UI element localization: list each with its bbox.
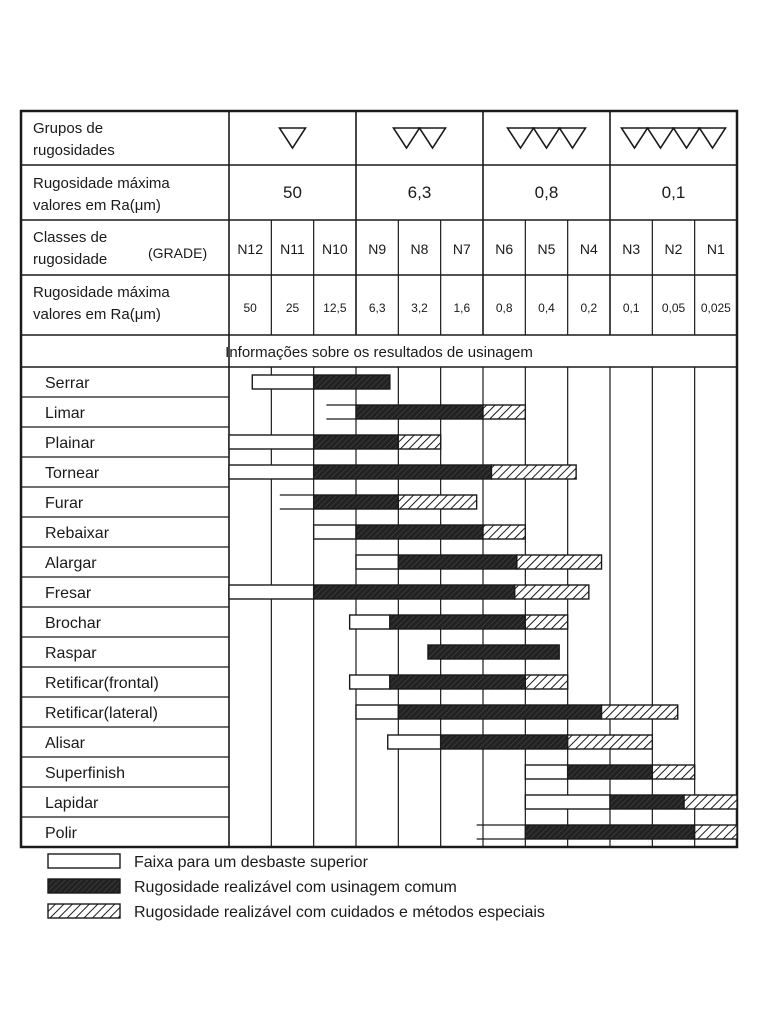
max-ra-label: Rugosidade máxima (33, 175, 170, 192)
bar-special (483, 405, 525, 419)
class-value: 1,6 (453, 301, 471, 315)
process-label: Superfinish (45, 765, 126, 782)
legend-swatch-special (48, 904, 120, 918)
bar-special (398, 495, 476, 509)
classes-label: Classes de (33, 229, 108, 246)
bar-special (602, 705, 678, 719)
max-ra-label: valores em Ra(μm) (33, 306, 161, 323)
bar-common (441, 735, 568, 749)
class-value: 0,1 (622, 301, 640, 315)
bar-common (398, 555, 517, 569)
classes-label: rugosidade (33, 251, 108, 268)
max-ra-label: Rugosidade máxima (33, 284, 170, 301)
process-label: Plainar (45, 435, 95, 452)
roughness-triangle-icon (648, 128, 674, 148)
class-label: N7 (452, 241, 471, 257)
bar-special (568, 735, 653, 749)
process-label: Raspar (45, 645, 97, 662)
roughness-triangle-icon (700, 128, 726, 148)
legend-text: Rugosidade realizável com usinagem comum (134, 879, 457, 896)
bar-common (390, 675, 525, 689)
group-max-ra: 50 (283, 183, 302, 202)
process-label: Alargar (45, 555, 97, 572)
process-label: Furar (45, 495, 84, 512)
group-max-ra: 0,1 (661, 183, 686, 202)
bar-special (483, 525, 525, 539)
roughness-triangle-icon (622, 128, 648, 148)
roughness-triangle-icon (508, 128, 534, 148)
bar-special (695, 825, 737, 839)
bar-special (517, 555, 602, 569)
bar-common (525, 825, 694, 839)
class-value: 12,5 (323, 301, 347, 315)
class-value: 0,05 (661, 301, 686, 315)
class-value: 0,8 (495, 301, 513, 315)
max-ra-label: valores em Ra(μm) (33, 197, 161, 214)
class-label: N11 (280, 241, 305, 257)
bar-special (515, 585, 589, 599)
bar-rough (356, 555, 398, 569)
bar-common (428, 645, 559, 659)
bar-common (314, 495, 399, 509)
class-label: N6 (495, 241, 514, 257)
bar-special (652, 765, 694, 779)
class-value: 6,3 (368, 301, 386, 315)
process-label: Fresar (45, 585, 92, 602)
bar-common (356, 525, 483, 539)
bar-rough (388, 735, 441, 749)
bar-special (398, 435, 440, 449)
class-value: 0,4 (538, 301, 555, 315)
roughness-triangle-icon (394, 128, 420, 148)
bar-common (314, 585, 515, 599)
class-label: N1 (706, 241, 725, 257)
bar-common (610, 795, 684, 809)
bar-common (568, 765, 653, 779)
bar-common (398, 705, 601, 719)
class-value: 50 (243, 301, 257, 315)
bar-special (684, 795, 737, 809)
class-label: N12 (237, 241, 264, 257)
bar-common (390, 615, 525, 629)
class-label: N10 (321, 241, 348, 257)
group-label: rugosidades (33, 142, 115, 159)
class-value: 3,2 (411, 301, 428, 315)
bar-rough (350, 675, 390, 689)
bar-rough (314, 525, 356, 539)
bar-rough (525, 765, 567, 779)
roughness-triangle-icon (674, 128, 700, 148)
group-max-ra: 6,3 (407, 183, 432, 202)
class-label: N5 (537, 241, 556, 257)
table-text (33, 120, 731, 842)
bar-rough (356, 705, 398, 719)
legend-text: Faixa para um desbaste superior (134, 854, 368, 871)
bar-rough (229, 435, 314, 449)
legend-swatch-rough (48, 854, 120, 868)
bar-special (525, 615, 567, 629)
process-label: Retificar(lateral) (45, 705, 158, 722)
class-label: N8 (410, 241, 429, 257)
legend (48, 854, 545, 921)
process-label: Polir (45, 825, 78, 842)
process-label: Brochar (45, 615, 102, 632)
class-value: 25 (285, 301, 300, 315)
section-title: Informações sobre os resultados de usinagem (225, 344, 533, 361)
bar-common (314, 375, 390, 389)
process-label: Retificar(frontal) (45, 675, 159, 692)
roughness-triangle-icon (280, 128, 306, 148)
process-label: Limar (45, 405, 86, 422)
roughness-triangle-icon (560, 128, 586, 148)
bar-rough (252, 375, 313, 389)
grade-label: (GRADE) (148, 245, 208, 261)
group-max-ra: 0,8 (534, 183, 559, 202)
bar-common (314, 465, 492, 479)
bar-rough (525, 795, 610, 809)
process-label: Alisar (45, 735, 86, 752)
class-label: N3 (622, 241, 641, 257)
class-label: N4 (579, 241, 598, 257)
class-label: N2 (664, 241, 683, 257)
class-value: 0,2 (580, 301, 598, 315)
process-label: Serrar (45, 375, 90, 392)
process-label: Lapidar (45, 795, 99, 812)
group-label: Grupos de (33, 120, 104, 137)
process-label: Rebaixar (45, 525, 110, 542)
bar-rough (229, 465, 314, 479)
bar-special (525, 675, 567, 689)
bar-common (314, 435, 399, 449)
process-label: Tornear (45, 465, 100, 482)
class-value: 0,025 (700, 301, 731, 315)
legend-text: Rugosidade realizável com cuidados e métodos especiais (134, 904, 545, 921)
bar-rough (229, 585, 314, 599)
roughness-triangle-icon (420, 128, 446, 148)
bar-common (356, 405, 483, 419)
roughness-triangle-icon (534, 128, 560, 148)
legend-swatch-common (48, 879, 120, 893)
bar-special (491, 465, 576, 479)
class-label: N9 (368, 241, 387, 257)
bar-rough (350, 615, 390, 629)
